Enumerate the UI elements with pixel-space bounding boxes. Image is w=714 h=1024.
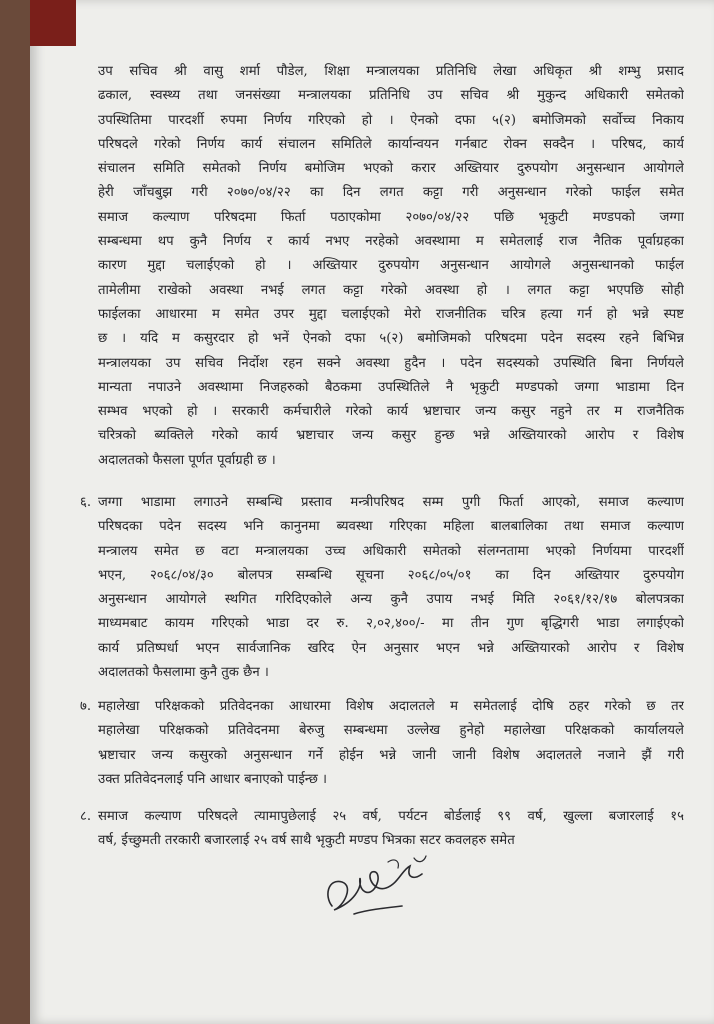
text-line: अदालतको फैसलामा कुनै तुक छैन । bbox=[98, 665, 269, 681]
item-6-number: ६. bbox=[80, 495, 92, 510]
text-line: कारण मुद्दा चलाईएको हो । अख्तियार दुरुपयोग अनुसन्धान आयोगले अनुसन्धानको फाईल bbox=[98, 258, 684, 274]
document-page bbox=[30, 0, 714, 1024]
text-line: परिषदले गरेको निर्णय कार्य संचालन समितिले कार्यान्वयन गर्नबाट रोक्न सक्दैन । परिषद, कार्य bbox=[98, 136, 684, 152]
item-8-number: ८. bbox=[80, 809, 92, 824]
item-7-number: ७. bbox=[80, 699, 92, 714]
text-line: फाईलका आधारमा म समेत उपर मुद्दा चलाईएको मेरो राजनीतिक चरित्र हत्या गर्न हो भन्ने स्पष्ट bbox=[98, 306, 684, 322]
text-line: मन्त्रालयका उप सचिव निर्दोश रहन सक्ने अवस्था हुदैन । पदेन सदस्यको उपस्थिति बिना निर्णयले bbox=[98, 355, 684, 371]
text-line: हेरी जाँचबुझ गरी २०७०/०४/२२ का दिन लगत कट्टा गरी अनुसन्धान गरेको फाईल समेत bbox=[98, 185, 684, 201]
text-line: चरित्रको ब्यक्तिले गरेको कार्य भ्रष्टाचार जन्य कसुर हुन्छ भन्ने अख्तियारको आरोप र विशेष bbox=[98, 428, 684, 444]
text-line: महालेखा परिक्षकको प्रतिवेदनका आधारमा विशेष अदालतले म समेतलाई दोषि ठहर गरेको छ तर bbox=[98, 699, 684, 714]
intro-paragraph bbox=[98, 60, 684, 473]
text-line: परिषदका पदेन सदस्य भनि कानुनमा ब्यवस्था गरिएका महिला बालबालिका तथा समाज कल्याण bbox=[98, 519, 684, 535]
text-line: महालेखा परिक्षकको प्रतिवेदनमा बेरुजु सम्बन्धमा उल्लेख हुनेहो महालेखा परिक्षकको कार्यालयले bbox=[98, 723, 684, 739]
item-7-paragraph bbox=[98, 695, 684, 792]
item-6-paragraph bbox=[98, 491, 684, 685]
text-line: भएन, २०६८/०४/३० बोलपत्र सम्बन्धि सूचना २०६८/०५/०१ का दिन अख्तियार दुरुपयोग bbox=[98, 567, 684, 583]
text-line: अनुसन्धान आयोगले स्थगित गरिदिएकोले अन्य कुनै उपाय नभई मिति २०६१/१२/१७ बोलपत्रका bbox=[98, 592, 684, 608]
text-line: जग्गा भाडामा लगाउने सम्बन्धि प्रस्ताव मन्त्रीपरिषद सम्म पुगी फिर्ता आएको, समाज कल्याण bbox=[98, 495, 684, 510]
text-line: वर्ष, ईच्छुमती तरकारी बजारलाई २५ वर्ष साथै भृकुटी मण्डप भित्रका सटर कवलहरु समेत bbox=[98, 833, 515, 849]
text-line: माध्यमबाट कायम गरिएको भाडा दर रु. २,०२,४००/- मा तीन गुण बृद्धिगरी भाडा लगाईएको bbox=[98, 616, 684, 632]
text-line: छ । यदि म कसुरदार हो भनें ऐनको दफा ५(२) बमोजिमको परिषदमा पदेन सदस्य रहने बिभिन्न bbox=[98, 331, 684, 347]
text-line: उप सचिव श्री वासु शर्मा पौडेल, शिक्षा मन्त्रालयका प्रतिनिधि लेखा अधिकृत श्री शम्भु प्रसाद bbox=[98, 64, 684, 79]
text-line: मन्त्रालय समेत छ वटा मन्त्रालयका उच्च अधिकारी समेतको संलग्नतामा भएको निर्णयमा पारदर्शी bbox=[98, 543, 684, 559]
text-line: कार्य प्रतिष्पर्धा भएन सार्वजानिक खरिद ऐन अनुसार भएन भन्ने अख्तियारको आरोप र विशेष bbox=[98, 640, 684, 656]
text-line: अदालतको फैसला पूर्णत पूर्वाग्रही छ । bbox=[98, 452, 276, 468]
item-8-paragraph bbox=[98, 805, 684, 854]
text-line: मान्यता नपाउने अवस्थामा निजहरुको बैठकमा उपस्थितिले नै भृकुटी मण्डपको जग्गा भाडामा दिन bbox=[98, 379, 684, 395]
text-line: समाज कल्याण परिषदले त्यामापुछेलाई २५ वर्ष, पर्यटन बोर्डलाई ९९ वर्ष, खुल्ला बजारलाई १५ bbox=[98, 809, 684, 824]
text-line: भ्रष्टाचार जन्य कसुरको अनुसन्धान गर्ने होईन भन्ने जानी जानी विशेष अदालतले नजाने झैं गरी bbox=[98, 747, 684, 763]
text-line: संचालन समिति समेतको निर्णय बमोजिम भएको करार अख्तियार दुरुपयोग अनुसन्धान आयोगले bbox=[98, 161, 684, 177]
text-line: सम्भव भएको हो । सरकारी कर्मचारीले गरेको कार्य भ्रष्टाचार जन्य कसुर नहुने तर म राजनैतिक bbox=[98, 404, 684, 420]
text-line: सम्बन्धमा थप कुनै निर्णय र कार्य नभए नरहेको अवस्थामा म समेतलाई राज नैतिक पूर्वाग्रहका bbox=[98, 234, 684, 250]
text-line: उक्त प्रतिवेदनलाई पनि आधार बनाएको पाईन्छ । bbox=[98, 771, 328, 787]
text-line: उपस्थितिमा पारदर्शी रुपमा निर्णय गरिएको हो । ऐनको दफा ५(२) बमोजिमको सर्वोच्च निकाय bbox=[98, 112, 684, 128]
text-line: ढकाल, स्वस्थ्य तथा जनसंख्या मन्त्रालयका प्रतिनिधि उप सचिव श्री मुकुन्द अधिकारी समेतको bbox=[98, 88, 684, 104]
text-line: तामेलीमा राखेको अवस्था नभई लगत कट्टा गरेको अवस्था हो । लगत कट्टा भएपछि सोही bbox=[98, 282, 684, 298]
text-line: समाज कल्याण परिषदमा फिर्ता पठाएकोमा २०७०/०४/२२ पछि भृकुटी मण्डपको जग्गा bbox=[98, 209, 684, 225]
page-corner-shadow bbox=[30, 0, 76, 46]
handwritten-signature bbox=[314, 848, 444, 928]
